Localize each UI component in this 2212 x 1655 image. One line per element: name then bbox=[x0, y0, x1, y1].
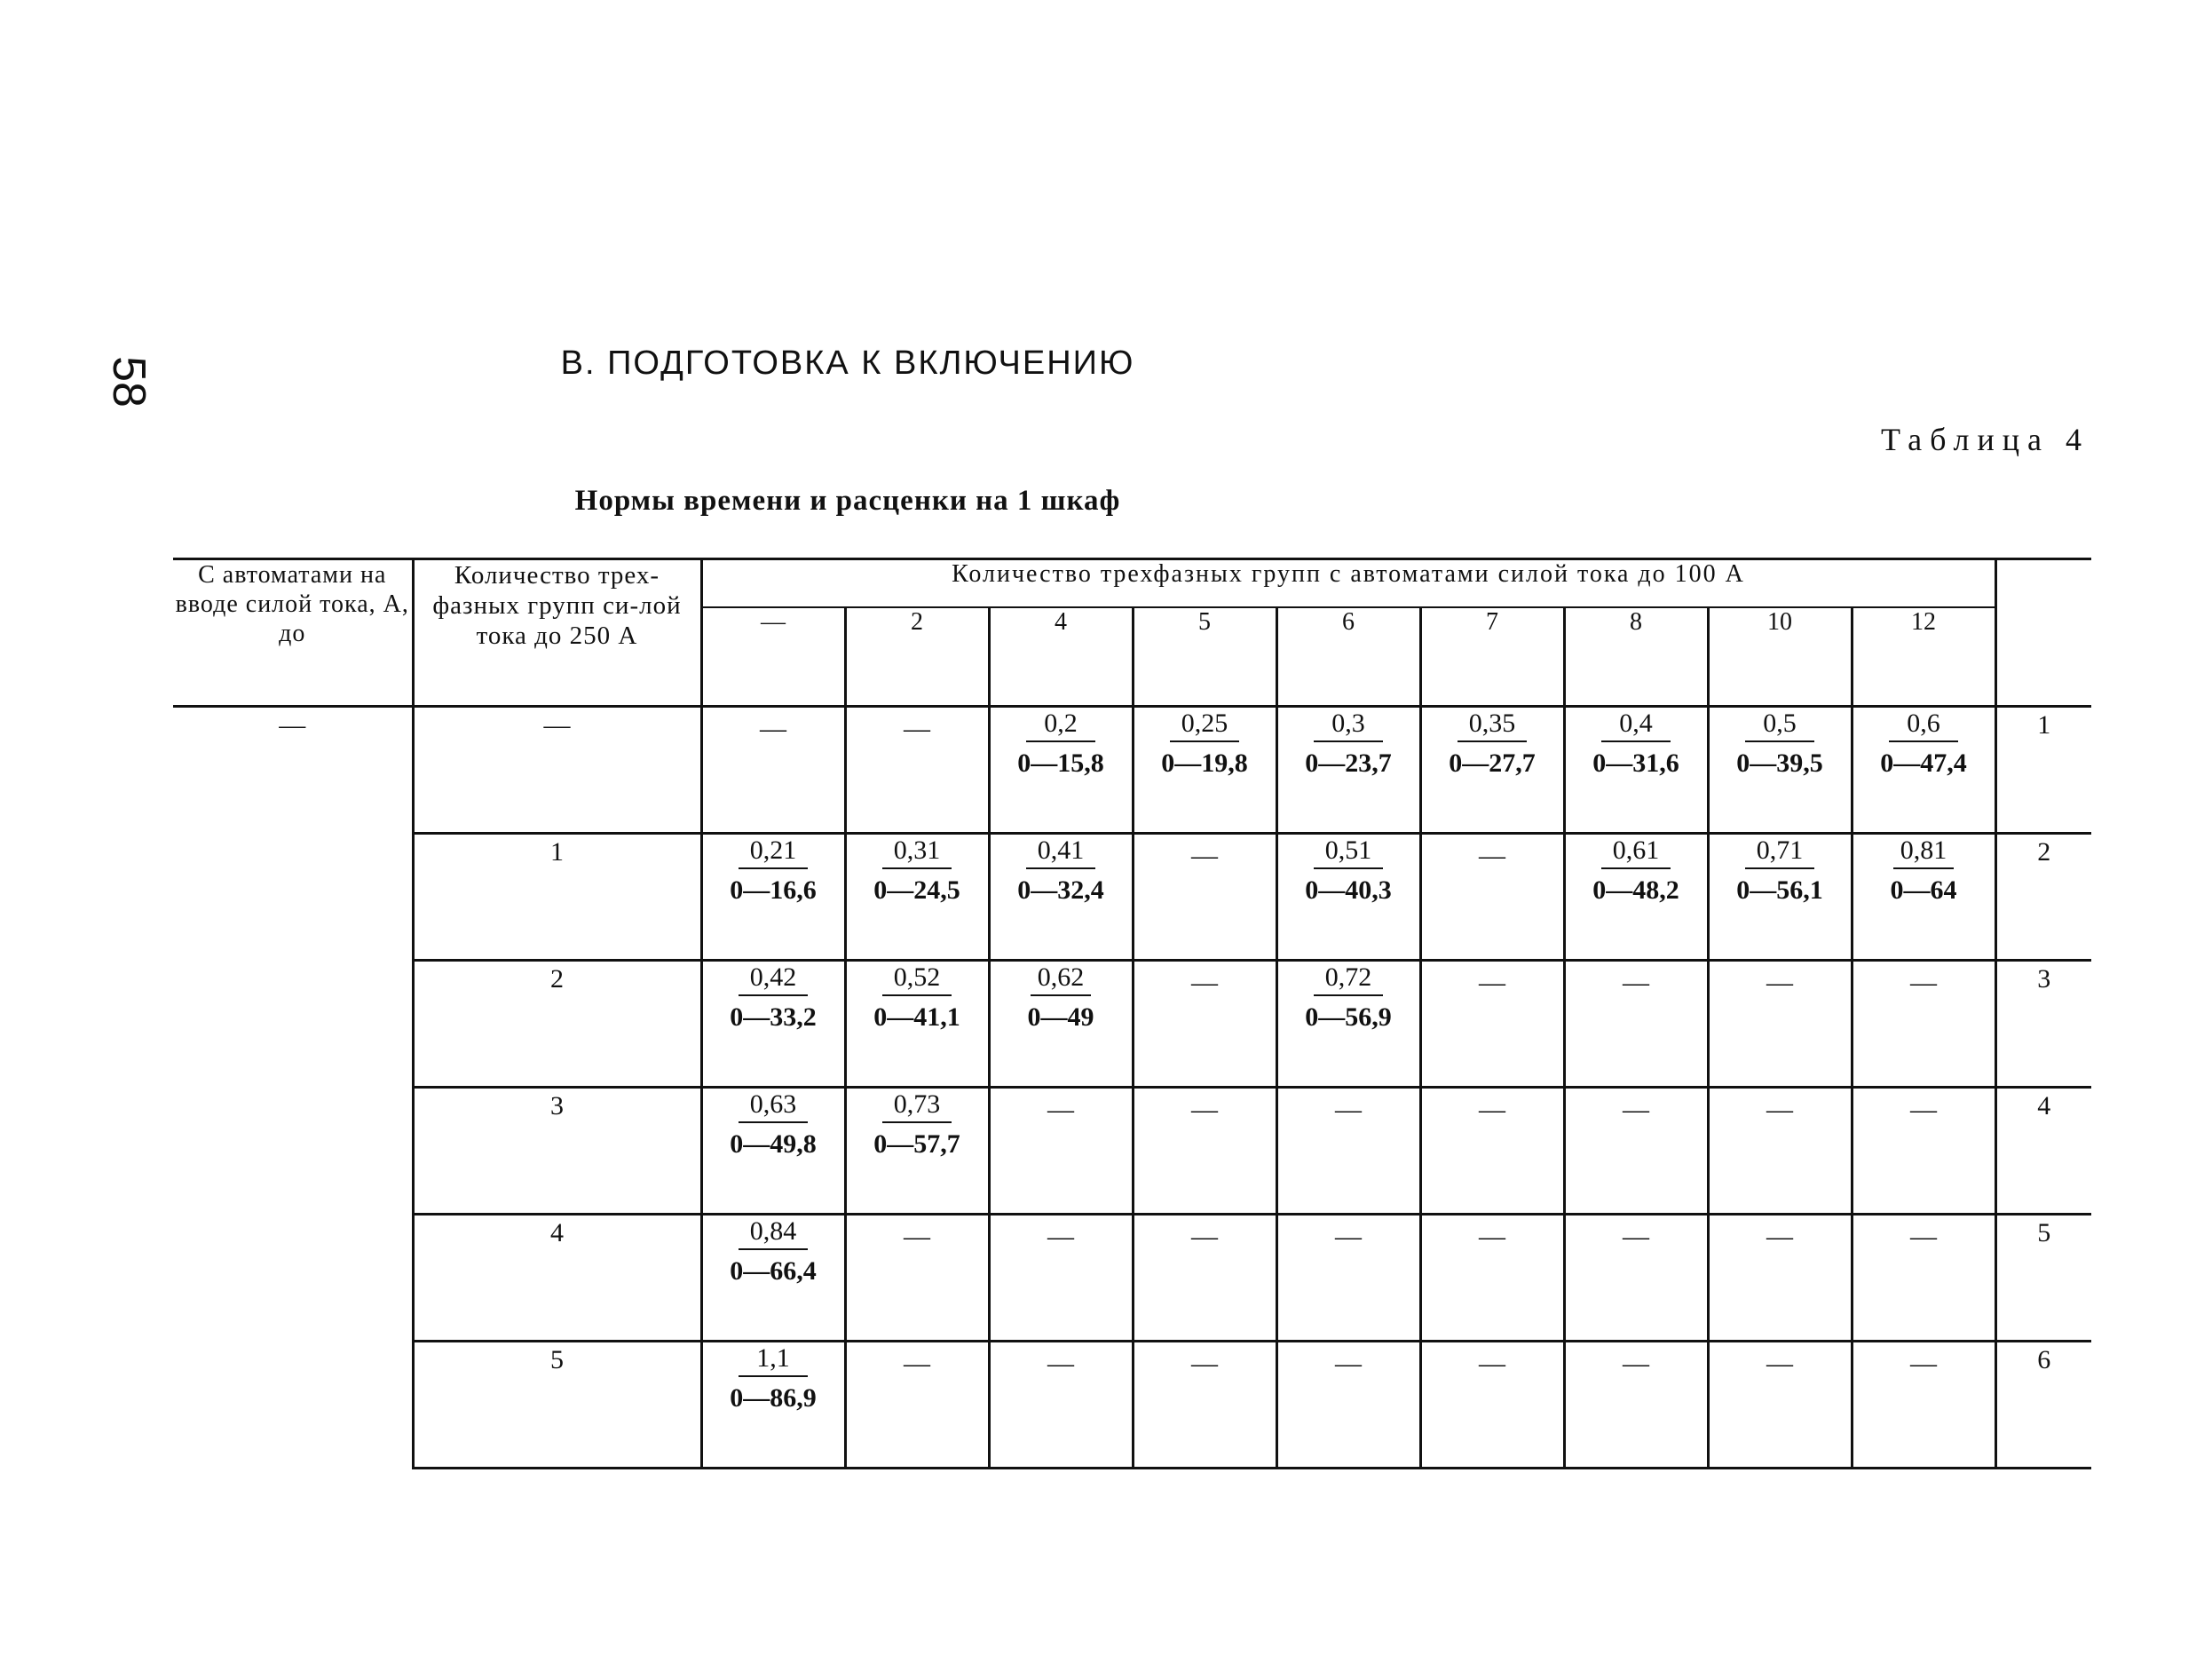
cell-text: 3 bbox=[550, 1091, 564, 1120]
norm-fraction bbox=[730, 835, 817, 908]
empty-dash: — bbox=[1191, 968, 1218, 997]
section-heading: В. ПОДГОТОВКА К ВКЛЮЧЕНИЮ bbox=[560, 344, 1135, 382]
empty-dash: — bbox=[1335, 1222, 1362, 1251]
header-group-col: 6 bbox=[1276, 607, 1420, 706]
table-row bbox=[173, 1215, 2091, 1342]
header-count-250: Количество трех-фазных групп си-лой тока до 250 А bbox=[413, 559, 701, 707]
norm-fraction bbox=[730, 1089, 817, 1162]
cell-norm bbox=[1133, 1342, 1276, 1469]
empty-dash: — bbox=[904, 1349, 930, 1378]
cell-norm bbox=[989, 1215, 1133, 1342]
cell-norm bbox=[1276, 1088, 1420, 1215]
price-rate: 0—39,5 bbox=[1736, 748, 1823, 778]
cell-norm bbox=[1564, 1215, 1708, 1342]
price-rate: 0—24,5 bbox=[873, 875, 960, 905]
header-row-number bbox=[1995, 559, 2091, 707]
norm-fraction bbox=[1022, 962, 1101, 1035]
header-group-col: 8 bbox=[1564, 607, 1708, 706]
header-group-col: 12 bbox=[1852, 607, 1995, 706]
time-norm: 0,81 bbox=[1893, 835, 1955, 869]
time-norm: 0,51 bbox=[1314, 835, 1383, 869]
cell-norm bbox=[1708, 961, 1852, 1088]
cell-norm bbox=[1276, 1215, 1420, 1342]
row-number: 2 bbox=[2037, 837, 2051, 867]
cell-norm bbox=[1564, 1088, 1708, 1215]
empty-dash: — bbox=[1910, 1349, 1937, 1378]
cell-norm bbox=[1708, 1088, 1852, 1215]
empty-dash: — bbox=[1047, 1222, 1074, 1251]
cell-count-250 bbox=[413, 707, 701, 834]
norm-fraction bbox=[873, 962, 960, 1035]
cell-text: 5 bbox=[550, 1345, 564, 1374]
price-rate: 0—66,4 bbox=[730, 1256, 817, 1286]
page-number: 58 bbox=[103, 356, 154, 408]
cell-norm bbox=[989, 834, 1133, 961]
cell-norm bbox=[845, 834, 989, 961]
cell-norm bbox=[989, 707, 1133, 834]
cell-norm bbox=[1420, 707, 1564, 834]
norm-fraction bbox=[873, 1089, 960, 1162]
norm-fraction bbox=[1880, 708, 1967, 781]
cell-norm bbox=[845, 1088, 989, 1215]
time-norm: 0,72 bbox=[1314, 962, 1383, 996]
price-rate: 0—19,8 bbox=[1161, 748, 1248, 778]
norm-fraction bbox=[1305, 962, 1392, 1035]
row-number: 3 bbox=[2037, 964, 2051, 994]
cell-norm bbox=[989, 1342, 1133, 1469]
time-norm: 0,62 bbox=[1031, 962, 1092, 996]
norm-fraction bbox=[1736, 708, 1823, 781]
cell-norm bbox=[701, 1342, 845, 1469]
empty-dash: — bbox=[1335, 1349, 1362, 1378]
cell-norm bbox=[989, 1088, 1133, 1215]
cell-auto-input bbox=[173, 1088, 413, 1215]
price-rate: 0—33,2 bbox=[730, 1002, 817, 1032]
empty-dash: — bbox=[1047, 1095, 1074, 1124]
cell-count-250 bbox=[413, 1088, 701, 1215]
cell-norm bbox=[1852, 834, 1995, 961]
norm-fraction bbox=[1305, 708, 1392, 781]
time-norm: 0,35 bbox=[1458, 708, 1527, 742]
empty-dash: — bbox=[1479, 968, 1505, 997]
norm-fraction bbox=[1017, 835, 1104, 908]
header-group-col: 7 bbox=[1420, 607, 1564, 706]
empty-dash: — bbox=[1766, 1222, 1793, 1251]
empty-dash: — bbox=[904, 1222, 930, 1251]
time-norm: 0,63 bbox=[739, 1089, 808, 1123]
cell-auto-input bbox=[173, 1342, 413, 1469]
cell-norm bbox=[701, 1088, 845, 1215]
empty-dash: — bbox=[1191, 841, 1218, 870]
cell-norm bbox=[1564, 961, 1708, 1088]
table-row bbox=[173, 961, 2091, 1088]
header-groups-100: Количество трехфазных групп с автоматами силой тока до 100 А bbox=[701, 559, 1995, 608]
cell-norm bbox=[1852, 1088, 1995, 1215]
price-rate: 0—47,4 bbox=[1880, 748, 1967, 778]
cell-row-number bbox=[1995, 961, 2091, 1088]
empty-dash: — bbox=[760, 714, 786, 743]
price-rate: 0—49 bbox=[1027, 1002, 1094, 1032]
empty-dash: — bbox=[1910, 1222, 1937, 1251]
time-norm: 0,73 bbox=[882, 1089, 952, 1123]
price-rate: 0—23,7 bbox=[1305, 748, 1392, 778]
price-rate: 0—15,8 bbox=[1017, 748, 1104, 778]
price-rate: 0—40,3 bbox=[1305, 875, 1392, 905]
time-norm: 0,84 bbox=[739, 1216, 808, 1250]
cell-norm bbox=[1852, 1215, 1995, 1342]
empty-dash: — bbox=[1623, 1349, 1649, 1378]
cell-norm bbox=[701, 1215, 845, 1342]
norm-fraction bbox=[730, 1342, 817, 1416]
cell-norm bbox=[1564, 707, 1708, 834]
table-row bbox=[173, 1088, 2091, 1215]
cell-norm bbox=[1420, 1088, 1564, 1215]
cell-norm bbox=[1276, 961, 1420, 1088]
cell-norm bbox=[701, 961, 845, 1088]
price-rate: 0—16,6 bbox=[730, 875, 817, 905]
cell-norm bbox=[1852, 961, 1995, 1088]
cell-norm bbox=[1420, 1215, 1564, 1342]
cell-norm bbox=[1708, 707, 1852, 834]
cell-text: — bbox=[279, 710, 306, 740]
time-norm: 0,42 bbox=[739, 962, 808, 996]
cell-text: 1 bbox=[550, 837, 564, 867]
empty-dash: — bbox=[1766, 1349, 1793, 1378]
price-rate: 0—32,4 bbox=[1017, 875, 1104, 905]
cell-norm bbox=[1420, 1342, 1564, 1469]
norm-fraction bbox=[1449, 708, 1536, 781]
cell-norm bbox=[1133, 1088, 1276, 1215]
norm-fraction bbox=[1884, 835, 1963, 908]
empty-dash: — bbox=[904, 714, 930, 743]
price-rate: 0—49,8 bbox=[730, 1129, 817, 1159]
row-number: 4 bbox=[2037, 1091, 2051, 1120]
cell-norm bbox=[989, 961, 1133, 1088]
cell-norm bbox=[701, 707, 845, 834]
price-rate: 0—31,6 bbox=[1592, 748, 1679, 778]
row-number: 6 bbox=[2037, 1345, 2051, 1374]
cell-count-250 bbox=[413, 1342, 701, 1469]
cell-norm bbox=[845, 707, 989, 834]
time-norm: 0,52 bbox=[882, 962, 952, 996]
empty-dash: — bbox=[1479, 841, 1505, 870]
cell-norm bbox=[1420, 834, 1564, 961]
time-norm: 0,21 bbox=[739, 835, 808, 869]
empty-dash: — bbox=[1191, 1349, 1218, 1378]
cell-norm bbox=[1420, 961, 1564, 1088]
norm-fraction bbox=[730, 962, 817, 1035]
norm-fraction bbox=[1161, 708, 1248, 781]
cell-norm bbox=[1564, 1342, 1708, 1469]
empty-dash: — bbox=[1335, 1095, 1362, 1124]
norm-fraction bbox=[730, 1216, 817, 1289]
empty-dash: — bbox=[1191, 1095, 1218, 1124]
cell-count-250 bbox=[413, 961, 701, 1088]
cell-auto-input bbox=[173, 834, 413, 961]
header-group-col: 2 bbox=[845, 607, 989, 706]
table-caption: Нормы времени и расценки на 1 шкаф bbox=[574, 485, 1121, 517]
cell-norm bbox=[1276, 1342, 1420, 1469]
cell-norm bbox=[845, 1215, 989, 1342]
price-rate: 0—57,7 bbox=[873, 1129, 960, 1159]
table-body bbox=[173, 707, 2091, 1469]
empty-dash: — bbox=[1910, 1095, 1937, 1124]
cell-row-number bbox=[1995, 707, 2091, 834]
cell-count-250 bbox=[413, 834, 701, 961]
norms-table bbox=[173, 558, 2091, 1469]
time-norm: 0,3 bbox=[1314, 708, 1383, 742]
empty-dash: — bbox=[1191, 1222, 1218, 1251]
cell-count-250 bbox=[413, 1215, 701, 1342]
row-number: 5 bbox=[2037, 1218, 2051, 1247]
cell-norm bbox=[1133, 961, 1276, 1088]
empty-dash: — bbox=[1479, 1349, 1505, 1378]
empty-dash: — bbox=[1623, 1095, 1649, 1124]
empty-dash: — bbox=[1910, 968, 1937, 997]
cell-row-number bbox=[1995, 1088, 2091, 1215]
cell-norm bbox=[1708, 834, 1852, 961]
empty-dash: — bbox=[1623, 1222, 1649, 1251]
cell-norm bbox=[1852, 707, 1995, 834]
time-norm: 0,31 bbox=[882, 835, 952, 869]
header-group-col: 4 bbox=[989, 607, 1133, 706]
header-group-col: — bbox=[701, 607, 845, 706]
empty-dash: — bbox=[1479, 1095, 1505, 1124]
price-rate: 0—48,2 bbox=[1592, 875, 1679, 905]
cell-norm bbox=[1276, 834, 1420, 961]
cell-norm bbox=[1133, 1215, 1276, 1342]
norm-fraction bbox=[1592, 835, 1679, 908]
empty-dash: — bbox=[1766, 1095, 1793, 1124]
cell-auto-input bbox=[173, 707, 413, 834]
time-norm: 0,61 bbox=[1601, 835, 1671, 869]
cell-norm bbox=[1133, 707, 1276, 834]
cell-norm bbox=[1133, 834, 1276, 961]
cell-norm bbox=[1708, 1342, 1852, 1469]
table-label: Таблица 4 bbox=[1881, 422, 2090, 457]
time-norm: 0,4 bbox=[1601, 708, 1671, 742]
table-row bbox=[173, 834, 2091, 961]
cell-row-number bbox=[1995, 1342, 2091, 1469]
time-norm: 0,25 bbox=[1170, 708, 1239, 742]
price-rate: 0—56,1 bbox=[1736, 875, 1823, 905]
norm-fraction bbox=[1592, 708, 1679, 781]
norm-fraction bbox=[1017, 708, 1104, 781]
time-norm: 0,71 bbox=[1745, 835, 1814, 869]
time-norm: 0,5 bbox=[1745, 708, 1814, 742]
norm-fraction bbox=[1305, 835, 1392, 908]
time-norm: 0,41 bbox=[1026, 835, 1095, 869]
cell-norm bbox=[1564, 834, 1708, 961]
header-auto-input: С автоматами на вводе силой тока, А, до bbox=[173, 559, 413, 707]
table-row bbox=[173, 1342, 2091, 1469]
time-norm: 0,2 bbox=[1026, 708, 1095, 742]
header-group-col: 5 bbox=[1133, 607, 1276, 706]
cell-norm bbox=[1276, 707, 1420, 834]
price-rate: 0—27,7 bbox=[1449, 748, 1536, 778]
cell-norm bbox=[845, 1342, 989, 1469]
cell-row-number bbox=[1995, 1215, 2091, 1342]
cell-norm bbox=[845, 961, 989, 1088]
cell-norm bbox=[701, 834, 845, 961]
cell-text: 4 bbox=[550, 1218, 564, 1247]
cell-auto-input bbox=[173, 961, 413, 1088]
cell-norm bbox=[1708, 1215, 1852, 1342]
empty-dash: — bbox=[1479, 1222, 1505, 1251]
cell-norm bbox=[1852, 1342, 1995, 1469]
header-group-col: 10 bbox=[1708, 607, 1852, 706]
cell-row-number bbox=[1995, 834, 2091, 961]
table-row bbox=[173, 707, 2091, 834]
price-rate: 0—86,9 bbox=[730, 1383, 817, 1413]
empty-dash: — bbox=[1047, 1349, 1074, 1378]
cell-text: — bbox=[543, 710, 571, 740]
time-norm: 1,1 bbox=[739, 1342, 808, 1377]
row-number: 1 bbox=[2037, 710, 2051, 740]
empty-dash: — bbox=[1766, 968, 1793, 997]
norm-fraction bbox=[1736, 835, 1823, 908]
empty-dash: — bbox=[1623, 968, 1649, 997]
cell-auto-input bbox=[173, 1215, 413, 1342]
price-rate: 0—64 bbox=[1890, 875, 1957, 905]
price-rate: 0—41,1 bbox=[873, 1002, 960, 1032]
cell-text: 2 bbox=[550, 964, 564, 994]
price-rate: 0—56,9 bbox=[1305, 1002, 1392, 1032]
time-norm: 0,6 bbox=[1889, 708, 1958, 742]
norm-fraction bbox=[873, 835, 960, 908]
